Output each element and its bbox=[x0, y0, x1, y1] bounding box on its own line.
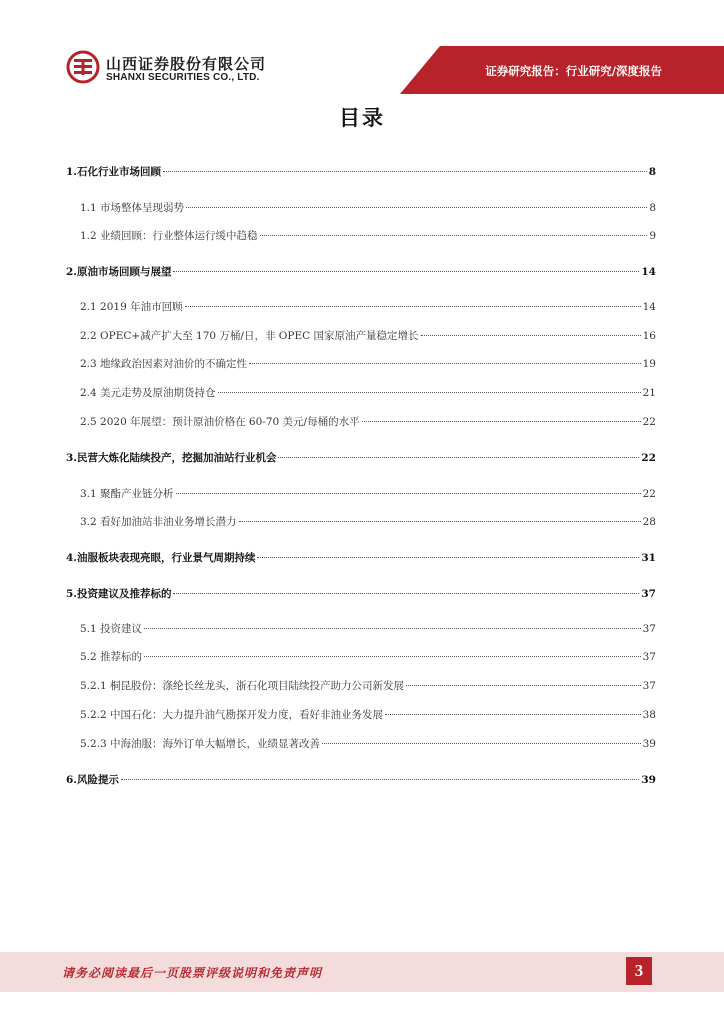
toc-entry-page: 22 bbox=[641, 452, 656, 464]
toc-entry-title: 1.2 业绩回顾：行业整体运行缓中趋稳 bbox=[80, 230, 258, 242]
toc-entry[interactable] bbox=[66, 451, 656, 465]
toc-entry-title: 6.风险提示 bbox=[66, 774, 119, 786]
toc-entry[interactable] bbox=[80, 708, 656, 722]
toc-leader-dots bbox=[144, 656, 641, 657]
page-number: 3 bbox=[626, 957, 652, 985]
toc-entry[interactable] bbox=[80, 357, 656, 371]
toc-entry[interactable] bbox=[80, 300, 656, 314]
toc-leader-dots bbox=[121, 779, 639, 780]
toc-entry[interactable] bbox=[80, 737, 656, 751]
toc-entry-title: 2.3 地缘政治因素对油价的不确定性 bbox=[80, 358, 248, 370]
toc-leader-dots bbox=[362, 421, 641, 422]
toc-entry-page: 22 bbox=[642, 488, 656, 500]
toc-entry[interactable] bbox=[80, 329, 656, 343]
toc-leader-dots bbox=[144, 628, 641, 629]
toc-entry[interactable] bbox=[66, 165, 656, 179]
toc-leader-dots bbox=[163, 171, 647, 172]
toc-entry-title: 2.1 2019 年油市回顾 bbox=[80, 301, 183, 313]
company-name-en: SHANXI SECURITIES CO., LTD. bbox=[106, 72, 260, 83]
toc-entry-title: 2.原油市场回顾与展望 bbox=[66, 266, 172, 278]
toc-entry-page: 31 bbox=[641, 552, 656, 564]
toc-entry[interactable] bbox=[80, 679, 656, 693]
toc-entry-title: 1.石化行业市场回顾 bbox=[66, 166, 161, 178]
toc-entry-page: 14 bbox=[642, 301, 656, 313]
toc-entry-page: 8 bbox=[648, 166, 656, 178]
toc-entry-page: 22 bbox=[642, 416, 656, 428]
toc-entry-page: 39 bbox=[641, 774, 656, 786]
toc-entry[interactable] bbox=[80, 201, 656, 215]
toc-entry-page: 37 bbox=[642, 623, 656, 635]
toc-entry-page: 39 bbox=[642, 738, 656, 750]
toc-entry-page: 28 bbox=[642, 516, 656, 528]
toc-entry[interactable] bbox=[80, 622, 656, 636]
toc-leader-dots bbox=[173, 593, 639, 594]
toc-leader-dots bbox=[185, 306, 641, 307]
toc-entry-title: 3.2 看好加油站非油业务增长潜力 bbox=[80, 516, 237, 528]
toc-entry-page: 8 bbox=[649, 202, 656, 214]
toc-entry[interactable] bbox=[80, 386, 656, 400]
toc-leader-dots bbox=[421, 335, 641, 336]
toc-leader-dots bbox=[260, 235, 648, 236]
toc-entry[interactable] bbox=[80, 650, 656, 664]
toc-entry-title: 5.2 推荐标的 bbox=[80, 651, 143, 663]
toc-leader-dots bbox=[176, 493, 641, 494]
toc-entry-title: 5.2.1 桐昆股份：涤纶长丝龙头，浙石化项目陆续投产助力公司新发展 bbox=[80, 680, 405, 692]
toc-entry-title: 1.1 市场整体呈现弱势 bbox=[80, 202, 185, 214]
toc-entry-title: 5.2.3 中海油服：海外订单大幅增长，业绩显著改善 bbox=[80, 738, 321, 750]
toc-leader-dots bbox=[186, 207, 647, 208]
toc-leader-dots bbox=[218, 392, 641, 393]
toc-leader-dots bbox=[278, 457, 639, 458]
toc-entry-title: 5.1 投资建议 bbox=[80, 623, 143, 635]
toc-entry[interactable] bbox=[80, 415, 656, 429]
toc-entry[interactable] bbox=[66, 551, 656, 565]
toc-entry[interactable] bbox=[66, 265, 656, 279]
toc-leader-dots bbox=[257, 557, 639, 558]
shanxi-securities-logo-icon bbox=[66, 50, 100, 84]
report-header bbox=[0, 0, 724, 100]
toc-entry[interactable] bbox=[80, 229, 656, 243]
toc-entry-page: 21 bbox=[642, 387, 656, 399]
footer-disclaimer: 请务必阅读最后一页股票评级说明和免责声明 bbox=[62, 966, 323, 980]
toc-entry[interactable] bbox=[80, 515, 656, 529]
toc-entry-page: 16 bbox=[642, 330, 656, 342]
company-name-cn: 山西证券股份有限公司 bbox=[106, 55, 267, 73]
toc-leader-dots bbox=[239, 521, 641, 522]
toc-leader-dots bbox=[173, 271, 639, 272]
toc-leader-dots bbox=[385, 714, 641, 715]
toc-entry-page: 19 bbox=[642, 358, 656, 370]
toc-entry-page: 37 bbox=[642, 651, 656, 663]
toc-entry-page: 37 bbox=[642, 680, 656, 692]
toc-entry-title: 2.4 美元走势及原油期货持仓 bbox=[80, 387, 216, 399]
toc-leader-dots bbox=[322, 743, 641, 744]
toc-entry-title: 5.2.2 中国石化：大力提升油气勘探开发力度，看好非油业务发展 bbox=[80, 709, 384, 721]
toc-leader-dots bbox=[249, 363, 641, 364]
toc-entry-title: 2.5 2020 年展望：预计原油价格在 60-70 美元/每桶的水平 bbox=[80, 416, 360, 428]
report-type-label: 证券研究报告：行业研究/深度报告 bbox=[485, 64, 662, 78]
toc-entry-page: 38 bbox=[642, 709, 656, 721]
page-title: 目录 bbox=[339, 106, 385, 130]
toc-leader-dots bbox=[406, 685, 641, 686]
toc-entry-title: 3.1 聚酯产业链分析 bbox=[80, 488, 174, 500]
toc-entry-title: 2.2 OPEC+减产扩大至 170 万桶/日，非 OPEC 国家原油产量稳定增长 bbox=[80, 330, 419, 342]
toc-entry[interactable] bbox=[80, 487, 656, 501]
toc-entry-title: 3.民营大炼化陆续投产，挖掘加油站行业机会 bbox=[66, 452, 277, 464]
toc-entry-page: 14 bbox=[641, 266, 656, 278]
toc-entry-page: 37 bbox=[641, 588, 656, 600]
toc-entry-page: 9 bbox=[649, 230, 656, 242]
toc-entry-title: 5.投资建议及推荐标的 bbox=[66, 588, 172, 600]
toc-entry[interactable] bbox=[66, 587, 656, 601]
toc-entry-title: 4.油服板块表现亮眼，行业景气周期持续 bbox=[66, 552, 256, 564]
toc-entry[interactable] bbox=[66, 773, 656, 787]
